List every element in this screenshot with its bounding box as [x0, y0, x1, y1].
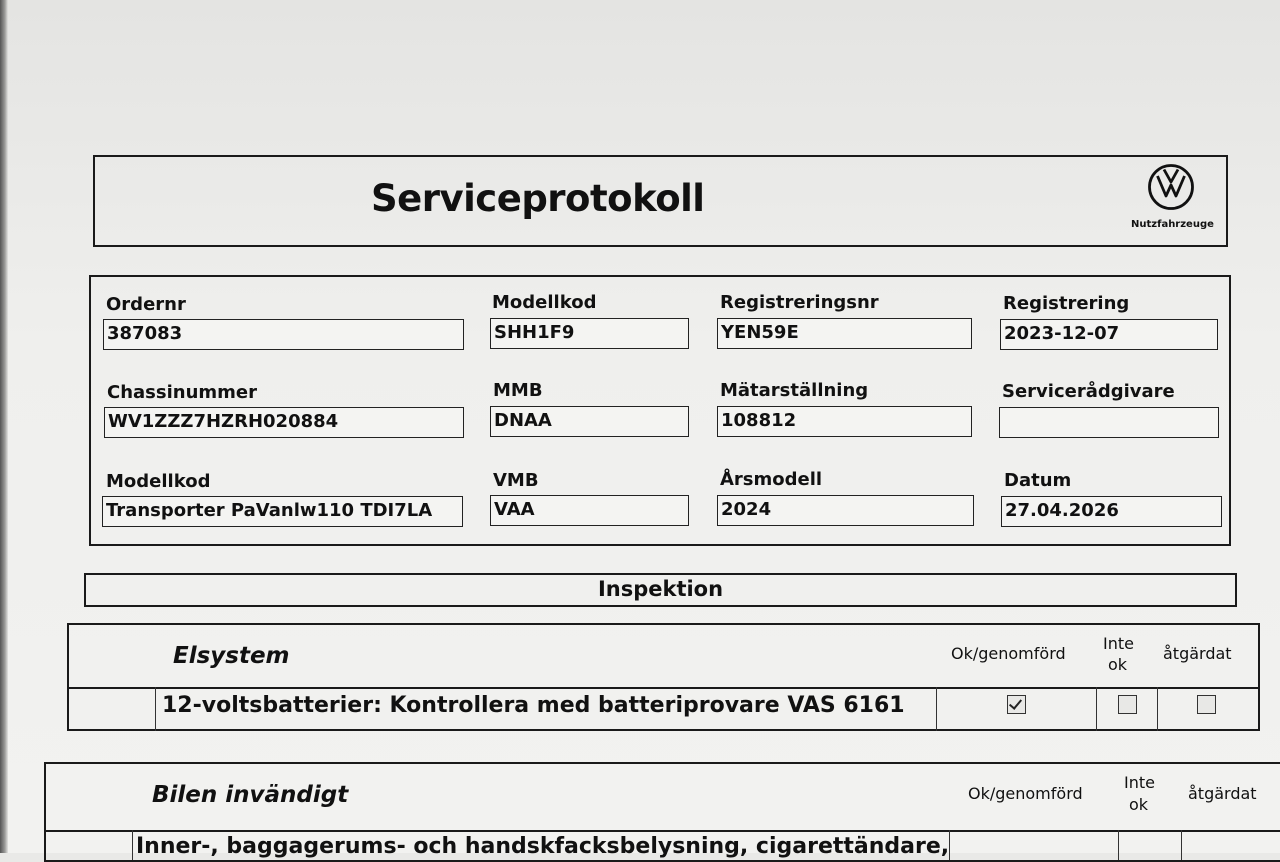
table-title: Elsystem	[173, 643, 290, 669]
col-atgardat-header: åtgärdat	[1163, 644, 1232, 663]
task-interior-lighting: Inner-, baggagerums- och handskfacksbelysning, cigarettändare,	[136, 834, 950, 859]
row-divider	[132, 830, 133, 860]
serviceradgivare-field[interactable]	[999, 407, 1219, 438]
row-divider	[1181, 830, 1182, 860]
ordernr-field[interactable]: 387083	[103, 319, 464, 350]
arsmodell-field[interactable]: 2024	[717, 495, 974, 526]
mmb-field[interactable]: DNAA	[490, 406, 689, 437]
chassinummer-field[interactable]: WV1ZZZ7HZRH020884	[104, 407, 464, 438]
logo-caption: Nutzfahrzeuge	[1131, 219, 1214, 230]
arsmodell-label: Årsmodell	[720, 469, 823, 490]
page-edge-shadow	[0, 0, 8, 853]
modellkod-top-label: Modellkod	[492, 292, 597, 313]
matarstallning-label: Mätarställning	[720, 380, 869, 401]
section-header-bar	[84, 573, 1237, 607]
col-atgardat-header: åtgärdat	[1188, 784, 1257, 803]
table-header	[46, 764, 1280, 832]
serviceradgivare-label: Servicerådgivare	[1002, 381, 1175, 402]
row-divider	[1096, 687, 1097, 731]
col-ok-header: Ok/genomförd	[951, 644, 1066, 663]
vmb-field[interactable]: VAA	[490, 495, 689, 526]
checkbox-atgardat[interactable]	[1197, 695, 1216, 714]
modellkod-bottom-label: Modellkod	[106, 471, 211, 492]
chassinummer-label: Chassinummer	[107, 382, 257, 403]
mmb-label: MMB	[493, 380, 543, 401]
registreringsnr-field[interactable]: YEN59E	[717, 318, 972, 349]
row-divider	[1118, 830, 1119, 860]
registreringsnr-label: Registreringsnr	[720, 292, 879, 313]
vehicle-info-box	[89, 275, 1231, 546]
task-battery-check: 12-voltsbatterier: Kontrollera med batteriprovare VAS 6161	[162, 693, 905, 718]
table-header	[69, 625, 1258, 689]
datum-label: Datum	[1004, 470, 1072, 491]
page-title: Serviceprotokoll	[371, 177, 705, 220]
elsystem-table	[67, 623, 1260, 731]
col-inte-header-line2: ok	[1108, 655, 1128, 674]
vw-logo-icon	[1147, 163, 1195, 211]
col-inte-header-line1: Inte	[1103, 634, 1134, 653]
checkbox-inte-ok[interactable]	[1118, 695, 1137, 714]
modellkod-top-field[interactable]: SHH1F9	[490, 318, 689, 349]
header-box	[93, 155, 1228, 247]
checkbox-ok[interactable]	[1007, 695, 1026, 714]
registrering-field[interactable]: 2023-12-07	[1000, 319, 1218, 350]
row-divider	[949, 830, 950, 860]
section-title: Inspektion	[597, 577, 724, 601]
vmb-label: VMB	[493, 470, 539, 491]
matarstallning-field[interactable]: 108812	[717, 406, 972, 437]
datum-field[interactable]: 27.04.2026	[1001, 496, 1222, 527]
col-inte-header-line2: ok	[1129, 795, 1149, 814]
modellkod-bottom-field[interactable]: Transporter PaVanlw110 TDI7LA	[102, 496, 463, 527]
row-divider	[936, 687, 937, 731]
registrering-label: Registrering	[1003, 293, 1130, 314]
ordernr-label: Ordernr	[106, 294, 186, 315]
table-title: Bilen invändigt	[152, 782, 349, 808]
row-divider	[1157, 687, 1158, 731]
col-ok-header: Ok/genomförd	[968, 784, 1083, 803]
col-inte-header-line1: Inte	[1124, 773, 1155, 792]
row-divider	[155, 687, 156, 731]
bilen-invandigt-table	[44, 762, 1280, 862]
